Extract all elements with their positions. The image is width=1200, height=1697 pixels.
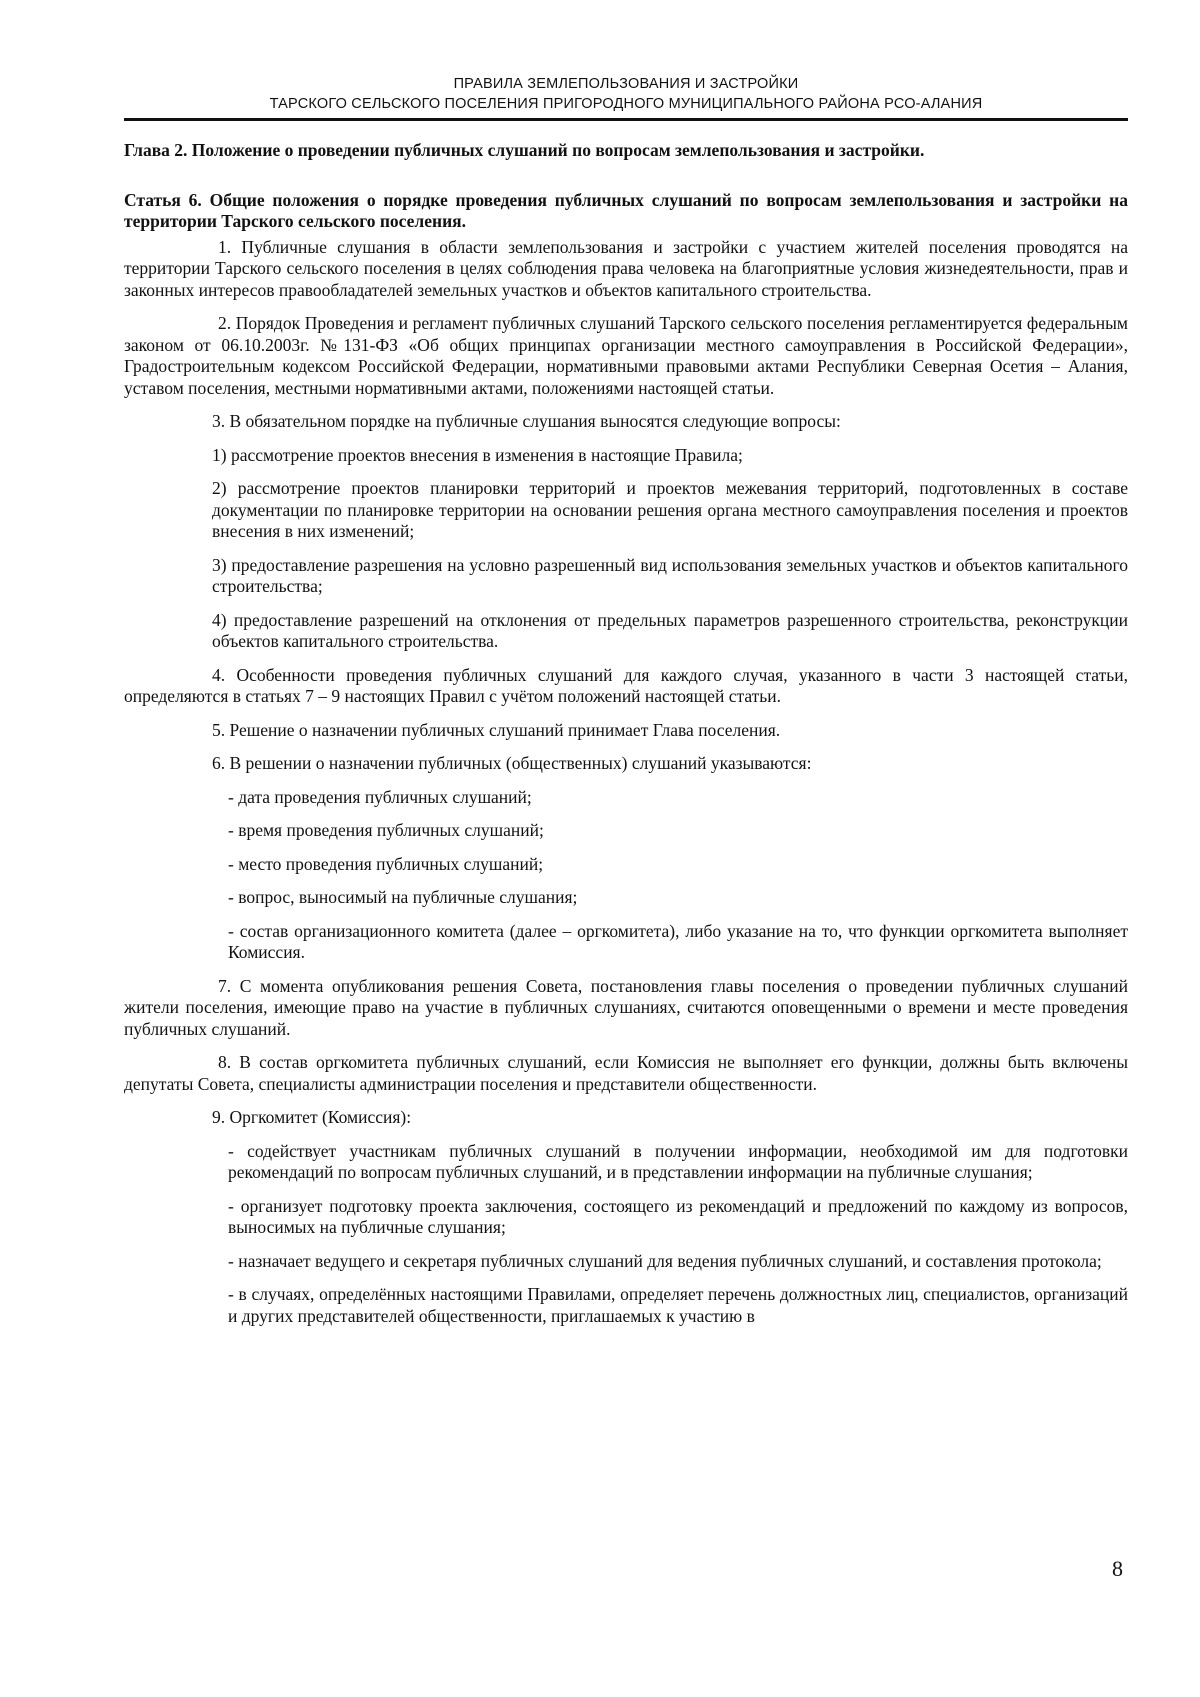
- paragraph: 4. Особенности проведения публичных слушаний для каждого случая, указанного в части 3 настоящей статьи, определяются в статьях 7 – 9 настоящих Правил с учётом положений настоящей статьи.: [124, 664, 1128, 706]
- header-line-1: ПРАВИЛА ЗЕМЛЕПОЛЬЗОВАНИЯ И ЗАСТРОЙКИ: [453, 76, 799, 92]
- header-divider: [124, 118, 1128, 121]
- list-item: - вопрос, выносимый на публичные слушания;: [228, 887, 578, 907]
- header-line-2: ТАРСКОГО СЕЛЬСКОГО ПОСЕЛЕНИЯ ПРИГОРОДНОГО МУНИЦИПАЛЬНОГО РАЙОНА РСО-АЛАНИЯ: [269, 96, 983, 112]
- paragraph: 7. С момента опубликования решения Совета, постановления главы поселения о проведении публичных слушаний жители поселения, имеющие право на участие в публичных слушаниях, считаются оповещенными о времени и месте проведения публичных слушаний.: [124, 975, 1128, 1039]
- article-title: Статья 6. Общие положения о порядке проведения публичных слушаний по вопросам землепользования и застройки на территории Тарского сельского поселения.: [124, 189, 1128, 231]
- paragraph: 3. В обязательном порядке на публичные слушания выносятся следующие вопросы:: [212, 411, 841, 431]
- list-item: - место проведения публичных слушаний;: [228, 853, 544, 874]
- paragraph: 2. Порядок Проведения и регламент публичных слушаний Тарского сельского поселения регламентируется федеральным законом от 06.10.2003г. №131-ФЗ «Об общих принципах организации местного самоуправления в Российской Федерации», Градостроительным кодексом Российской Федерации, нормативными правовыми актами Республики Северная Осетия – Алания, уставом поселения, местными нормативными актами, положениями настоящей статьи.: [124, 313, 1128, 398]
- list-item: - состав организационного комитета (далее – оргкомитета), либо указание на то, что функции оргкомитета выполняет Комиссия.: [228, 920, 1128, 962]
- list-item: - в случаях, определённых настоящими Правилами, определяет перечень должностных лиц, специалистов, организаций и других представителей общественности, приглашаемых к участию в: [228, 1284, 1128, 1326]
- paragraph: 1. Публичные слушания в области землепользования и застройки с участием жителей поселения проводятся на территории Тарского сельского поселения в целях соблюдения права человека на благоприятные условия жизнедеятельности, прав и законных интересов правообладателей земельных участков и объектов капитального строительства.: [124, 236, 1128, 300]
- list-item: - дата проведения публичных слушаний;: [228, 786, 532, 807]
- paragraph: 9. Оргкомитет (Комиссия):: [212, 1107, 412, 1127]
- list-item: 1) рассмотрение проектов внесения в изменения в настоящие Правила;: [212, 444, 743, 465]
- list-item: - организует подготовку проекта заключения, состоящего из рекомендаций и предложений по каждому из вопросов, выносимых на публичные слушания;: [228, 1195, 1128, 1237]
- chapter-title: Глава 2. Положение о проведении публичных слушаний по вопросам землепользования и застройки.: [124, 140, 925, 160]
- document-body: [124, 140, 1128, 1339]
- running-header: [124, 74, 1128, 114]
- list-item: - время проведения публичных слушаний;: [228, 820, 544, 840]
- paragraph: 6. В решении о назначении публичных (общественных) слушаний указываются:: [212, 753, 812, 773]
- list-item: - содействует участникам публичных слушаний в получении информации, необходимой им для подготовки рекомендаций по вопросам публичных слушаний, и в представлении информации на публичные слушания;: [228, 1140, 1128, 1182]
- paragraph: 5. Решение о назначении публичных слушаний принимает Глава поселения.: [212, 719, 781, 740]
- list-item: - назначает ведущего и секретаря публичных слушаний для ведения публичных слушаний, и составления протокола;: [228, 1250, 1102, 1271]
- list-item: 4) предоставление разрешений на отклонения от предельных параметров разрешенного строительства, реконструкции объектов капитального строительства.: [212, 609, 1128, 651]
- list-item: 3) предоставление разрешения на условно разрешенный вид использования земельных участков и объектов капитального строительства;: [212, 554, 1128, 596]
- page-number: 8: [1112, 1556, 1123, 1581]
- list-item: 2) рассмотрение проектов планировки территорий и проектов межевания территорий, подготовленных в составе документации по планировке территории на основании решения органа местного самоуправления поселения и проектов внесения в них изменений;: [212, 478, 1128, 541]
- paragraph: 8. В состав оргкомитета публичных слушаний, если Комиссия не выполняет его функции, должны быть включены депутаты Совета, специалисты администрации поселения и представители общественности.: [124, 1052, 1128, 1094]
